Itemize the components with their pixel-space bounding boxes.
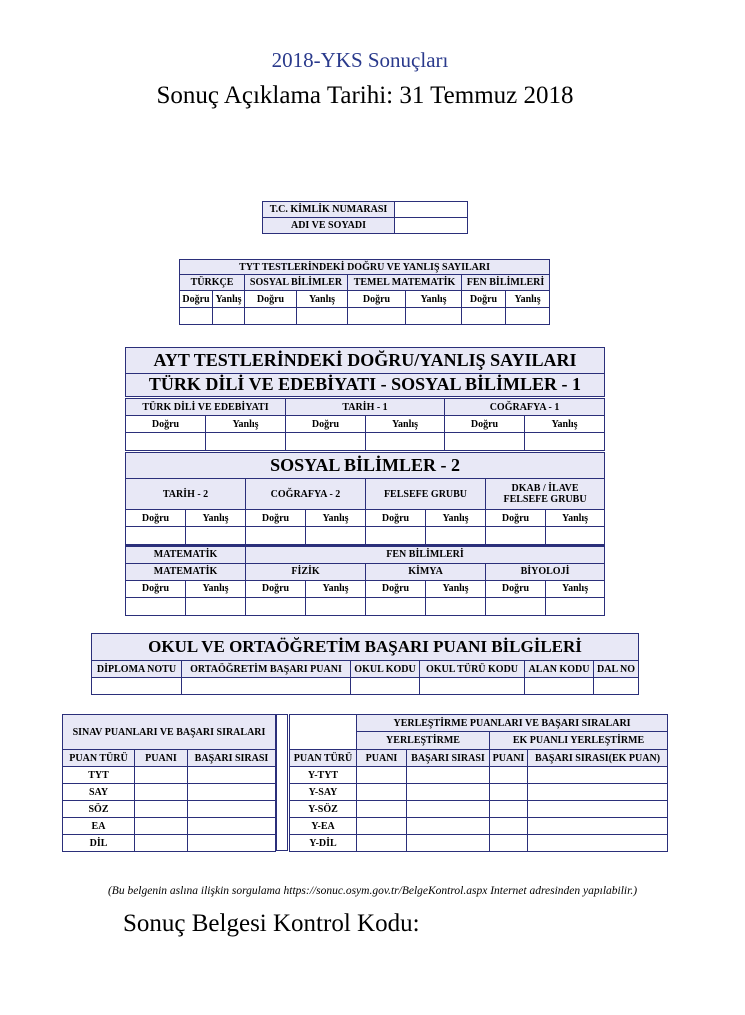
ayt-section1-table bbox=[125, 398, 605, 451]
value-cell bbox=[426, 597, 486, 615]
dogru-header: Doğru bbox=[126, 580, 186, 597]
science-header: FEN BİLİMLERİ bbox=[246, 546, 605, 563]
value-cell bbox=[188, 801, 276, 818]
value-cell bbox=[245, 308, 297, 325]
ayt-subject: FİZİK bbox=[246, 563, 366, 580]
ayt-subject: TÜRK DİLİ VE EDEBİYATI bbox=[126, 399, 286, 416]
dogru-header: Doğru bbox=[246, 510, 306, 527]
tyt-subject: SOSYAL BİLİMLER bbox=[245, 275, 348, 291]
value-cell bbox=[525, 433, 605, 451]
tyt-title: TYT TESTLERİNDEKİ DOĞRU VE YANLIŞ SAYILARI bbox=[180, 260, 550, 275]
ayt-subject: KİMYA bbox=[366, 563, 486, 580]
tyt-table bbox=[179, 259, 550, 325]
math-header: MATEMATİK bbox=[126, 546, 246, 563]
tyt-subject: TEMEL MATEMATİK bbox=[348, 275, 462, 291]
value-cell bbox=[126, 597, 186, 615]
value-cell bbox=[528, 818, 668, 835]
okul-table bbox=[91, 633, 639, 695]
value-cell bbox=[546, 527, 605, 545]
value-cell bbox=[348, 308, 406, 325]
yanlis-header: Yanlış bbox=[426, 580, 486, 597]
yerlestirme-column: BAŞARI SIRASI(EK PUAN) bbox=[528, 750, 668, 767]
ayt-subject: BİYOLOJİ bbox=[486, 563, 605, 580]
dogru-header: Doğru bbox=[286, 416, 366, 433]
ayt-section3-table bbox=[125, 545, 605, 616]
yanlis-header: Yanlış bbox=[297, 291, 348, 308]
value-cell bbox=[306, 597, 366, 615]
name-label: ADI VE SOYADI bbox=[263, 218, 395, 234]
value-cell bbox=[135, 801, 188, 818]
yanlis-header: Yanlış bbox=[206, 416, 286, 433]
ayt-subject: COĞRAFYA - 1 bbox=[445, 399, 605, 416]
value-cell bbox=[206, 433, 286, 451]
value-cell bbox=[594, 678, 639, 695]
dogru-header: Doğru bbox=[126, 416, 206, 433]
puan-turu: Y-EA bbox=[290, 818, 357, 835]
value-cell bbox=[186, 597, 246, 615]
value-cell bbox=[180, 308, 213, 325]
value-cell bbox=[306, 527, 366, 545]
sinav-table bbox=[62, 714, 276, 852]
yerlestirme-title: YERLEŞTİRME PUANLARI VE BAŞARI SIRALARI bbox=[357, 715, 668, 732]
puan-turu: SAY bbox=[63, 784, 135, 801]
puan-turu: DİL bbox=[63, 835, 135, 852]
value-cell bbox=[445, 433, 525, 451]
value-cell bbox=[486, 527, 546, 545]
ayt-subject: TARİH - 2 bbox=[126, 479, 246, 510]
value-cell bbox=[462, 308, 506, 325]
dogru-header: Doğru bbox=[462, 291, 506, 308]
value-cell bbox=[528, 784, 668, 801]
value-cell bbox=[213, 308, 245, 325]
ayt-subject: FELSEFE GRUBU bbox=[366, 479, 486, 510]
yanlis-header: Yanlış bbox=[426, 510, 486, 527]
ayt-subject-dkab bbox=[486, 479, 605, 510]
ayt-subject: COĞRAFYA - 2 bbox=[246, 479, 366, 510]
dogru-header: Doğru bbox=[366, 580, 426, 597]
tc-label: T.C. KİMLİK NUMARASI bbox=[263, 202, 395, 218]
dogru-header: Doğru bbox=[126, 510, 186, 527]
kontrol-code-label: Sonuç Belgesi Kontrol Kodu: bbox=[123, 910, 420, 937]
value-cell bbox=[135, 767, 188, 784]
ek-puanli-sub: EK PUANLI YERLEŞTİRME bbox=[490, 732, 668, 750]
value-cell bbox=[506, 308, 550, 325]
ayt-table bbox=[125, 347, 605, 397]
yerlestirme-table bbox=[289, 714, 668, 852]
dogru-header: Doğru bbox=[486, 510, 546, 527]
footer-note: (Bu belgenin aslına ilişkin sorgulama https://sonuc.osym.gov.tr/BelgeKontrol.aspx Internet adresinden yapılabilir.) bbox=[107, 885, 638, 897]
puan-turu: TYT bbox=[63, 767, 135, 784]
value-cell bbox=[297, 308, 348, 325]
value-cell bbox=[357, 835, 407, 852]
puan-turu: Y-SAY bbox=[290, 784, 357, 801]
value-cell bbox=[407, 818, 490, 835]
page-title: 2018-YKS Sonuçları bbox=[271, 48, 449, 72]
value-cell bbox=[135, 818, 188, 835]
value-cell bbox=[490, 784, 528, 801]
name-value bbox=[395, 218, 468, 234]
yerlestirme-sub: YERLEŞTİRME bbox=[357, 732, 490, 750]
value-cell bbox=[528, 835, 668, 852]
dkab-line1: DKAB / İLAVE bbox=[511, 483, 579, 494]
yanlis-header: Yanlış bbox=[366, 416, 445, 433]
value-cell bbox=[528, 801, 668, 818]
dogru-header: Doğru bbox=[180, 291, 213, 308]
value-cell bbox=[406, 308, 462, 325]
value-cell bbox=[366, 527, 426, 545]
ayt-section2-table bbox=[125, 452, 605, 545]
dogru-header: Doğru bbox=[445, 416, 525, 433]
okul-column: DİPLOMA NOTU bbox=[92, 661, 182, 678]
value-cell bbox=[366, 597, 426, 615]
value-cell bbox=[407, 801, 490, 818]
dogru-header: Doğru bbox=[245, 291, 297, 308]
okul-column: ALAN KODU bbox=[525, 661, 594, 678]
ayt-subject: MATEMATİK bbox=[126, 563, 246, 580]
value-cell bbox=[188, 818, 276, 835]
value-cell bbox=[490, 801, 528, 818]
value-cell bbox=[135, 784, 188, 801]
value-cell bbox=[357, 801, 407, 818]
yanlis-header: Yanlış bbox=[306, 510, 366, 527]
puan-turu: SÖZ bbox=[63, 801, 135, 818]
value-cell bbox=[407, 767, 490, 784]
value-cell bbox=[246, 527, 306, 545]
puan-turu: Y-TYT bbox=[290, 767, 357, 784]
value-cell bbox=[92, 678, 182, 695]
value-cell bbox=[546, 597, 605, 615]
value-cell bbox=[525, 678, 594, 695]
value-cell bbox=[426, 527, 486, 545]
value-cell bbox=[186, 527, 246, 545]
value-cell bbox=[188, 784, 276, 801]
tyt-subject: FEN BİLİMLERİ bbox=[462, 275, 550, 291]
sinav-column: BAŞARI SIRASI bbox=[188, 750, 276, 767]
yerlestirme-column: PUANI bbox=[490, 750, 528, 767]
yanlis-header: Yanlış bbox=[546, 580, 605, 597]
yerlestirme-column: BAŞARI SIRASI bbox=[407, 750, 490, 767]
value-cell bbox=[490, 835, 528, 852]
yanlis-header: Yanlış bbox=[506, 291, 550, 308]
yanlis-header: Yanlış bbox=[213, 291, 245, 308]
value-cell bbox=[490, 767, 528, 784]
identity-table bbox=[262, 201, 468, 234]
value-cell bbox=[490, 818, 528, 835]
value-cell bbox=[135, 835, 188, 852]
puan-turu: Y-DİL bbox=[290, 835, 357, 852]
sinav-title: SINAV PUANLARI VE BAŞARI SIRALARI bbox=[63, 715, 276, 750]
yanlis-header: Yanlış bbox=[306, 580, 366, 597]
ayt-section2-title: SOSYAL BİLİMLER - 2 bbox=[126, 453, 605, 479]
ayt-title: AYT TESTLERİNDEKİ DOĞRU/YANLIŞ SAYILARI bbox=[126, 348, 605, 374]
okul-column: OKUL KODU bbox=[351, 661, 420, 678]
value-cell bbox=[486, 597, 546, 615]
puan-turu: EA bbox=[63, 818, 135, 835]
value-cell bbox=[126, 527, 186, 545]
yerlestirme-column: PUAN TÜRÜ bbox=[290, 750, 357, 767]
sinav-column: PUAN TÜRÜ bbox=[63, 750, 135, 767]
value-cell bbox=[357, 784, 407, 801]
value-cell bbox=[357, 767, 407, 784]
dogru-header: Doğru bbox=[486, 580, 546, 597]
value-cell bbox=[357, 818, 407, 835]
ayt-subject: TARİH - 1 bbox=[286, 399, 445, 416]
value-cell bbox=[286, 433, 366, 451]
dogru-header: Doğru bbox=[366, 510, 426, 527]
tyt-subject: TÜRKÇE bbox=[180, 275, 245, 291]
dogru-header: Doğru bbox=[348, 291, 406, 308]
page-subtitle: Sonuç Açıklama Tarihi: 31 Temmuz 2018 bbox=[156, 82, 574, 109]
okul-title: OKUL VE ORTAÖĞRETİM BAŞARI PUANI BİLGİLERİ bbox=[92, 634, 639, 661]
value-cell bbox=[351, 678, 420, 695]
value-cell bbox=[420, 678, 525, 695]
value-cell bbox=[528, 767, 668, 784]
yanlis-header: Yanlış bbox=[186, 580, 246, 597]
value-cell bbox=[188, 767, 276, 784]
okul-column: DAL NO bbox=[594, 661, 639, 678]
yanlis-header: Yanlış bbox=[525, 416, 605, 433]
table-separator bbox=[276, 714, 288, 851]
dogru-header: Doğru bbox=[246, 580, 306, 597]
puan-turu: Y-SÖZ bbox=[290, 801, 357, 818]
value-cell bbox=[126, 433, 206, 451]
value-cell bbox=[407, 835, 490, 852]
ayt-section1-title: TÜRK DİLİ VE EDEBİYATI - SOSYAL BİLİMLER - 1 bbox=[126, 374, 605, 397]
yanlis-header: Yanlış bbox=[546, 510, 605, 527]
yanlis-header: Yanlış bbox=[406, 291, 462, 308]
dkab-line2: FELSEFE GRUBU bbox=[503, 494, 587, 505]
okul-column: ORTAÖĞRETİM BAŞARI PUANI bbox=[182, 661, 351, 678]
sinav-column: PUANI bbox=[135, 750, 188, 767]
yerlestirme-blank bbox=[290, 715, 357, 750]
tc-value bbox=[395, 202, 468, 218]
value-cell bbox=[188, 835, 276, 852]
value-cell bbox=[366, 433, 445, 451]
value-cell bbox=[182, 678, 351, 695]
value-cell bbox=[407, 784, 490, 801]
yanlis-header: Yanlış bbox=[186, 510, 246, 527]
value-cell bbox=[246, 597, 306, 615]
yerlestirme-column: PUANI bbox=[357, 750, 407, 767]
okul-column: OKUL TÜRÜ KODU bbox=[420, 661, 525, 678]
